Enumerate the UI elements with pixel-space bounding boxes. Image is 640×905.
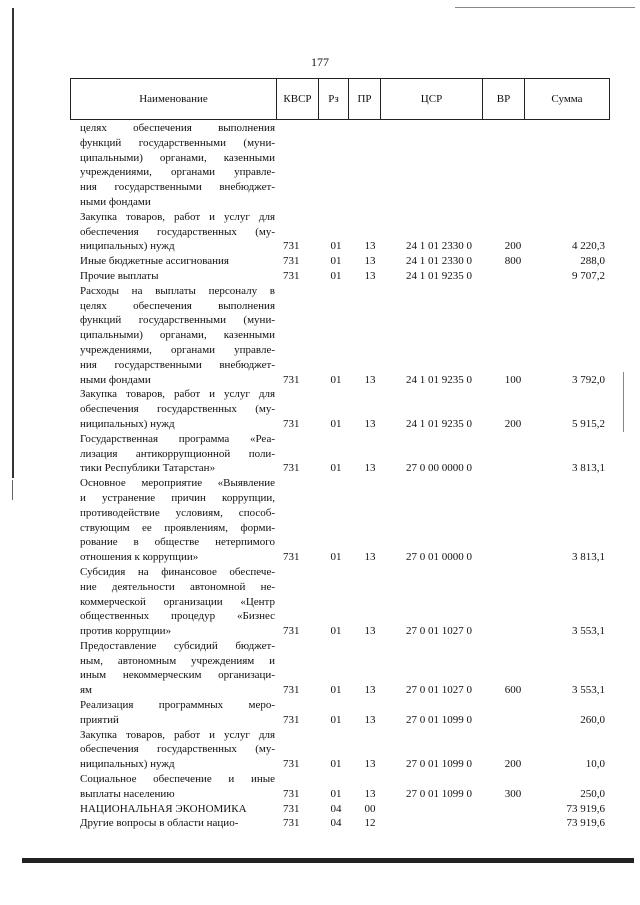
row-name-line: отношения к коррупции» — [80, 551, 199, 564]
cell-sum: 3 792,0 — [572, 373, 605, 386]
header-sum: Сумма — [524, 79, 609, 119]
cell-rz: 01 — [330, 625, 342, 638]
cell-rz: 01 — [330, 373, 342, 386]
row-name-line: коммерческой организации «Центр — [80, 595, 275, 608]
cell-csr: 27 0 01 1099 0 — [406, 787, 472, 800]
table-row — [80, 772, 606, 802]
cell-sum: 9 707,2 — [572, 269, 605, 282]
row-name-line: ям — [80, 684, 93, 697]
table-row — [80, 387, 606, 431]
row-name-line: лизация антикоррупционной поли- — [80, 447, 275, 460]
cell-vr: 200 — [504, 758, 522, 771]
row-name — [80, 698, 275, 728]
table-row — [80, 284, 606, 388]
cell-rz: 04 — [330, 817, 342, 830]
cell-csr: 27 0 01 1099 0 — [406, 758, 472, 771]
row-name — [80, 284, 275, 388]
cell-sum: 73 919,6 — [566, 817, 605, 830]
row-cells — [275, 565, 605, 639]
cell-pr: 00 — [364, 802, 376, 815]
row-name-line: противодействие условиям, способ- — [80, 506, 275, 519]
header-rz: Рз — [318, 79, 348, 119]
row-name-line: учреждениями, органами управле- — [80, 166, 275, 179]
cell-vr: 300 — [504, 787, 522, 800]
row-name — [80, 728, 275, 772]
row-name-line: Закупка товаров, работ и услуг для — [80, 210, 275, 223]
row-name-line: Предоставление субсидий бюджет- — [80, 639, 275, 652]
row-name-line: НАЦИОНАЛЬНАЯ ЭКОНОМИКА — [80, 802, 247, 815]
cell-pr: 13 — [364, 255, 376, 268]
row-name-line: Реализация программных меро- — [80, 699, 275, 712]
cell-kvsr: 731 — [283, 551, 300, 564]
row-cells — [275, 802, 605, 817]
row-name-line: Другие вопросы в области нацио- — [80, 817, 239, 830]
scan-bottom-bar — [22, 858, 634, 863]
cell-kvsr: 731 — [283, 269, 300, 282]
cell-pr: 13 — [364, 240, 376, 253]
row-cells — [275, 698, 605, 728]
row-name-line: ниципальных) нужд — [80, 758, 175, 771]
cell-kvsr: 731 — [283, 713, 300, 726]
row-name-line: ния государственными внебюджет- — [80, 358, 275, 371]
header-kvsr: КВСР — [276, 79, 318, 119]
row-name-line: ными фондами — [80, 373, 151, 386]
row-name-line: ниципальных) нужд — [80, 417, 175, 430]
cell-sum: 260,0 — [580, 713, 605, 726]
row-name — [80, 432, 275, 476]
table-row — [80, 802, 606, 817]
table-body — [80, 121, 606, 831]
table-row — [80, 476, 606, 565]
row-name-line: Основное мероприятие «Выявление — [80, 477, 275, 490]
row-cells — [275, 284, 605, 388]
row-name — [80, 210, 275, 254]
cell-rz: 01 — [330, 551, 342, 564]
row-name-line: обеспечения государственных (му- — [80, 403, 275, 416]
cell-kvsr: 731 — [283, 417, 300, 430]
cell-rz: 01 — [330, 255, 342, 268]
table-row — [80, 639, 606, 698]
row-name-line: функций государственными (муни- — [80, 136, 275, 149]
row-name-line: обеспечения государственных (му- — [80, 225, 275, 238]
row-name-line: ными фондами — [80, 195, 151, 208]
row-cells — [275, 639, 605, 698]
table-row — [80, 121, 606, 210]
row-name-line: обеспечения государственных (му- — [80, 743, 275, 756]
row-name-line: Прочие выплаты — [80, 269, 159, 282]
row-name-line: Расходы на выплаты персоналу в — [80, 284, 275, 297]
row-name — [80, 387, 275, 431]
row-name-line: ным, автономным учреждениям и — [80, 654, 275, 667]
cell-kvsr: 731 — [283, 802, 300, 815]
cell-csr: 24 1 01 2330 0 — [406, 255, 472, 268]
header-csr: ЦСР — [380, 79, 482, 119]
row-cells — [275, 269, 605, 284]
row-cells — [275, 387, 605, 431]
table-row — [80, 210, 606, 254]
cell-vr: 100 — [504, 373, 522, 386]
cell-vr: 600 — [504, 684, 522, 697]
cell-rz: 01 — [330, 269, 342, 282]
cell-sum: 3 553,1 — [572, 684, 605, 697]
cell-sum: 288,0 — [580, 255, 605, 268]
cell-kvsr: 731 — [283, 255, 300, 268]
header-name: Наименование — [139, 93, 208, 105]
cell-vr: 200 — [504, 240, 522, 253]
cell-pr: 13 — [364, 625, 376, 638]
row-cells — [275, 728, 605, 772]
cell-rz: 01 — [330, 758, 342, 771]
table-row — [80, 698, 606, 728]
row-name-line: приятий — [80, 713, 119, 726]
row-name-line: общественных процедур «Бизнес — [80, 610, 275, 623]
row-cells — [275, 254, 605, 269]
cell-csr: 27 0 01 1027 0 — [406, 625, 472, 638]
cell-rz: 01 — [330, 417, 342, 430]
table-header — [70, 78, 610, 120]
cell-sum: 3 813,1 — [572, 462, 605, 475]
header-vr: ВР — [482, 79, 524, 119]
cell-pr: 13 — [364, 417, 376, 430]
row-name-line: ния государственными внебюджет- — [80, 181, 275, 194]
cell-sum: 5 915,2 — [572, 417, 605, 430]
table-row — [80, 254, 606, 269]
table-row — [80, 816, 606, 831]
row-name-line: тики Республики Татарстан» — [80, 462, 216, 475]
page-number: 177 — [311, 55, 329, 69]
cell-vr: 200 — [504, 417, 522, 430]
cell-csr: 27 0 01 1099 0 — [406, 713, 472, 726]
cell-kvsr: 731 — [283, 817, 300, 830]
row-name — [80, 772, 275, 802]
row-cells — [275, 432, 605, 476]
scan-right-mark — [623, 372, 624, 432]
cell-csr: 27 0 01 1027 0 — [406, 684, 472, 697]
cell-kvsr: 731 — [283, 787, 300, 800]
cell-sum: 3 813,1 — [572, 551, 605, 564]
row-name-line: Закупка товаров, работ и услуг для — [80, 728, 275, 741]
row-name-line: против коррупции» — [80, 625, 172, 638]
scan-top-rule — [455, 7, 635, 8]
row-name-line: выплаты населению — [80, 787, 175, 800]
row-name — [80, 639, 275, 698]
row-name-line: ствующим ее проявлениям, форми- — [80, 521, 275, 534]
cell-sum: 4 220,3 — [572, 240, 605, 253]
cell-pr: 12 — [364, 817, 376, 830]
table-row — [80, 432, 606, 476]
row-name-line: рование в обществе нетерпимого — [80, 536, 275, 549]
row-name-line: функций государственными (муни- — [80, 314, 275, 327]
cell-rz: 01 — [330, 462, 342, 475]
cell-sum: 3 553,1 — [572, 625, 605, 638]
row-name-line: ниципальных) нужд — [80, 240, 175, 253]
cell-sum: 250,0 — [580, 787, 605, 800]
cell-pr: 13 — [364, 787, 376, 800]
row-name-line: целях обеспечения выполнения — [80, 299, 275, 312]
row-name-line: ние деятельности автономной не- — [80, 580, 275, 593]
cell-pr: 13 — [364, 758, 376, 771]
row-name — [80, 269, 275, 284]
table-row — [80, 565, 606, 639]
row-name-line: Государственная программа «Реа- — [80, 432, 275, 445]
row-name — [80, 476, 275, 565]
row-name — [80, 816, 275, 831]
row-cells — [275, 121, 605, 210]
cell-kvsr: 731 — [283, 462, 300, 475]
scan-left-border — [12, 8, 14, 478]
cell-sum: 10,0 — [585, 758, 605, 771]
row-cells — [275, 816, 605, 831]
cell-kvsr: 731 — [283, 758, 300, 771]
row-name-line: Субсидия на финансовое обеспече- — [80, 565, 275, 578]
row-name — [80, 802, 275, 817]
row-cells — [275, 210, 605, 254]
cell-rz: 01 — [330, 713, 342, 726]
cell-kvsr: 731 — [283, 373, 300, 386]
cell-pr: 13 — [364, 373, 376, 386]
cell-pr: 13 — [364, 684, 376, 697]
cell-kvsr: 731 — [283, 240, 300, 253]
row-name-line: Закупка товаров, работ и услуг для — [80, 388, 275, 401]
row-name — [80, 121, 275, 210]
cell-kvsr: 731 — [283, 625, 300, 638]
cell-vr: 800 — [504, 255, 522, 268]
cell-pr: 13 — [364, 462, 376, 475]
cell-kvsr: 731 — [283, 684, 300, 697]
cell-csr: 27 0 01 0000 0 — [406, 551, 472, 564]
row-name — [80, 565, 275, 639]
row-cells — [275, 476, 605, 565]
row-name-line: целях обеспечения выполнения — [80, 122, 275, 134]
row-name-line: ципальными) органами, казенными — [80, 329, 275, 342]
row-name-line: ципальными) органами, казенными — [80, 151, 275, 164]
cell-csr: 27 0 00 0000 0 — [406, 462, 472, 475]
cell-csr: 24 1 01 9235 0 — [406, 417, 472, 430]
cell-pr: 13 — [364, 713, 376, 726]
row-name-line: Социальное обеспечение и иные — [80, 773, 275, 786]
cell-rz: 01 — [330, 240, 342, 253]
cell-pr: 13 — [364, 551, 376, 564]
cell-rz: 01 — [330, 787, 342, 800]
row-name-line: Иные бюджетные ассигнования — [80, 255, 229, 268]
cell-rz: 01 — [330, 684, 342, 697]
cell-sum: 73 919,6 — [566, 802, 605, 815]
cell-pr: 13 — [364, 269, 376, 282]
cell-csr: 24 1 01 2330 0 — [406, 240, 472, 253]
table-row — [80, 728, 606, 772]
row-name — [80, 254, 275, 269]
table-row — [80, 269, 606, 284]
row-cells — [275, 772, 605, 802]
cell-csr: 24 1 01 9235 0 — [406, 373, 472, 386]
row-name-line: и устранение причин коррупции, — [80, 491, 275, 504]
row-name-line: иным некоммерческим организаци- — [80, 669, 275, 682]
scan-left-border-fragment — [12, 480, 13, 500]
cell-csr: 24 1 01 9235 0 — [406, 269, 472, 282]
cell-rz: 04 — [330, 802, 342, 815]
header-pr: ПР — [348, 79, 380, 119]
row-name-line: учреждениями, органами управле- — [80, 343, 275, 356]
